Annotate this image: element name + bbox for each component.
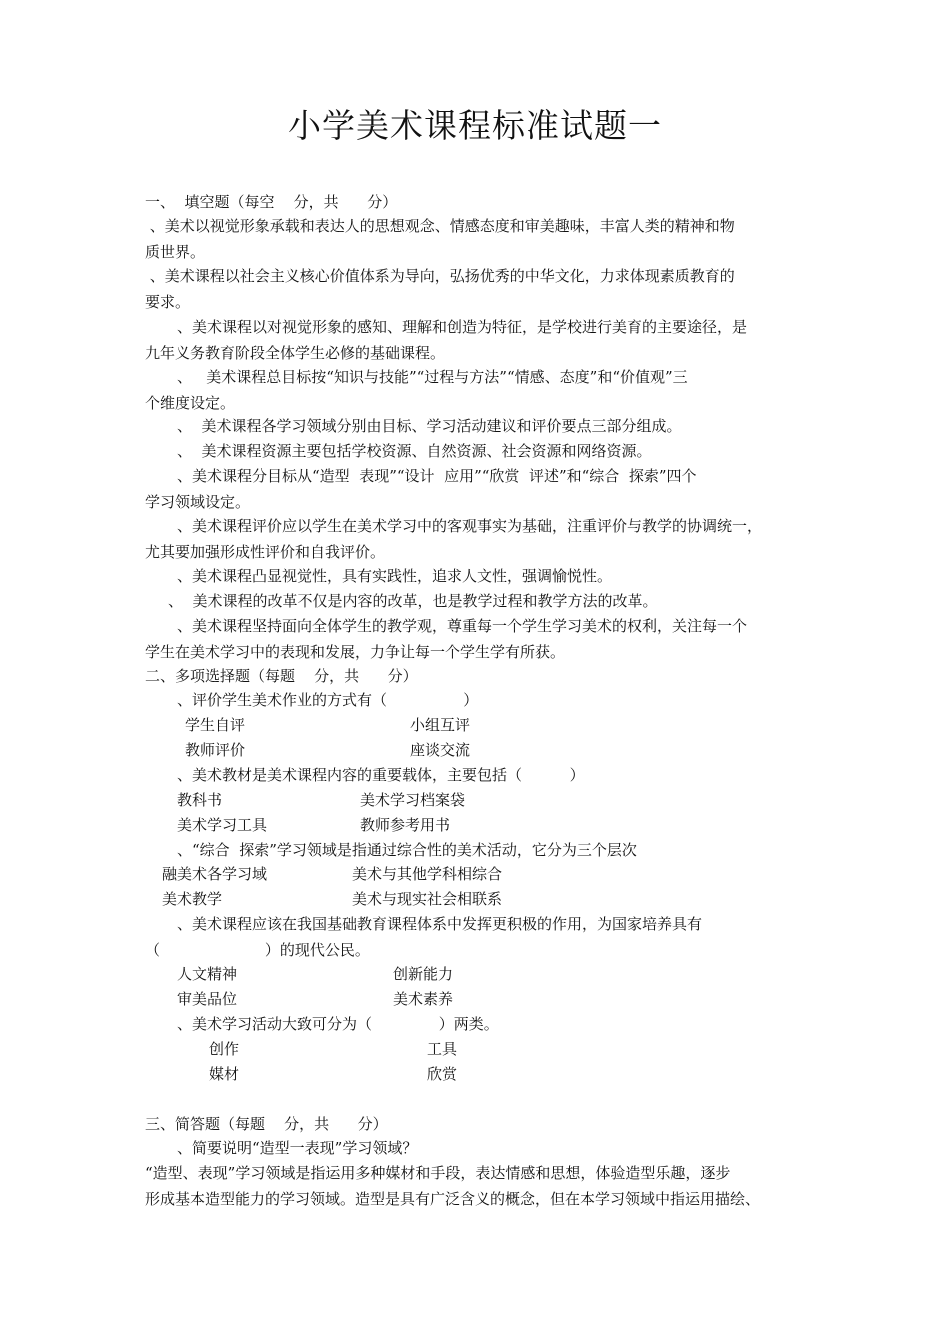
choice-question-4-cont: （ ）的现代公民。 — [145, 941, 370, 959]
choice-option: 小组互评 — [410, 716, 471, 734]
fill-item-4-cont: 个维度设定。 — [145, 394, 236, 412]
document-title: 小学美术课程标准试题一 — [288, 106, 662, 145]
choice-question-4: 、美术课程应该在我国基础教育课程体系中发挥更积极的作用，为国家培养具有 — [177, 915, 703, 933]
answer-text: “造型、表现”学习领域是指运用多种媒材和手段，表达情感和思想，体验造型乐趣，逐步 — [145, 1164, 731, 1182]
fill-item-2-cont: 要求。 — [145, 293, 191, 311]
choice-option: 欣赏 — [427, 1065, 458, 1083]
choice-option: 美术教学 — [162, 890, 223, 908]
choice-option: 人文精神 — [177, 965, 238, 983]
fill-item-1-cont: 质世界。 — [145, 243, 206, 261]
fill-item-2: 、美术课程以社会主义核心价值体系为导向，弘扬优秀的中华文化，力求体现素质教育的 — [145, 267, 735, 285]
fill-item-6: 、 美术课程资源主要包括学校资源、自然资源、社会资源和网络资源。 — [177, 442, 652, 460]
fill-item-7: 、美术课程分目标从“造型 表现”“设计 应用”“欣赏 评述”和“综合 探索”四个 — [177, 467, 697, 485]
section-3-heading: 三、简答题（每题 分，共 分） — [145, 1115, 388, 1133]
fill-item-5: 、 美术课程各学习领域分别由目标、学习活动建议和评价要点三部分组成。 — [177, 417, 682, 435]
choice-option: 媒材 — [209, 1065, 240, 1083]
choice-question-5: 、美术学习活动大致可分为（ ）两类。 — [177, 1015, 499, 1033]
choice-option: 审美品位 — [177, 990, 238, 1008]
choice-option: 教科书 — [177, 791, 223, 809]
choice-option: 学生自评 — [185, 716, 246, 734]
choice-question-3: 、“综合 探索”学习领域是指通过综合性的美术活动，它分为三个层次 — [177, 841, 637, 859]
fill-item-7-cont: 学习领域设定。 — [145, 493, 251, 511]
fill-item-4: 、 美术课程总目标按“知识与技能”“过程与方法”“情感、态度”和“价值观”三 — [177, 368, 688, 386]
fill-item-11: 、美术课程坚持面向全体学生的教学观，尊重每一个学生学习美术的权利，关注每一个 — [177, 617, 748, 635]
choice-option: 美术学习工具 — [177, 816, 268, 834]
fill-item-3-cont: 九年义务教育阶段全体学生必修的基础课程。 — [145, 344, 446, 362]
choice-option: 工具 — [427, 1040, 458, 1058]
fill-item-9: 、美术课程凸显视觉性，具有实践性，追求人文性，强调愉悦性。 — [177, 567, 613, 585]
choice-option: 美术学习档案袋 — [360, 791, 466, 809]
choice-option: 座谈交流 — [410, 741, 471, 759]
choice-option: 美术素养 — [393, 990, 454, 1008]
section-1-heading: 一、 填空题（每空 分，共 分） — [145, 193, 398, 211]
fill-item-10: 、 美术课程的改革不仅是内容的改革，也是教学过程和教学方法的改革。 — [168, 592, 658, 610]
fill-item-11-cont: 学生在美术学习中的表现和发展，力争让每一个学生学有所获。 — [145, 643, 566, 661]
choice-option: 融美术各学习域 — [162, 865, 268, 883]
choice-option: 美术与其他学科相综合 — [352, 865, 503, 883]
choice-option: 教师评价 — [185, 741, 246, 759]
fill-item-8-cont: 尤其要加强形成性评价和自我评价。 — [145, 543, 386, 561]
answer-text: 形成基本造型能力的学习领域。造型是具有广泛含义的概念，但在本学习领域中指运用描绘、 — [145, 1190, 761, 1208]
fill-item-1: 、美术以视觉形象承载和表达人的思想观念、情感态度和审美趣味，丰富人类的精神和物 — [145, 217, 735, 235]
fill-item-3: 、美术课程以对视觉形象的感知、理解和创造为特征，是学校进行美育的主要途径，是 — [177, 318, 748, 336]
choice-option: 美术与现实社会相联系 — [352, 890, 503, 908]
choice-option: 创作 — [209, 1040, 240, 1058]
choice-option: 教师参考用书 — [360, 816, 451, 834]
fill-item-8: 、美术课程评价应以学生在美术学习中的客观事实为基础，注重评价与教学的协调统一， — [177, 517, 763, 535]
choice-question-1: 、评价学生美术作业的方式有（ ） — [177, 691, 479, 709]
short-answer-question-1: 、简要说明“造型一表现”学习领域？ — [177, 1139, 418, 1157]
choice-question-2: 、美术教材是美术课程内容的重要载体，主要包括（ ） — [177, 766, 585, 784]
section-2-heading: 二、多项选择题（每题 分，共 分） — [145, 667, 418, 685]
choice-option: 创新能力 — [393, 965, 454, 983]
